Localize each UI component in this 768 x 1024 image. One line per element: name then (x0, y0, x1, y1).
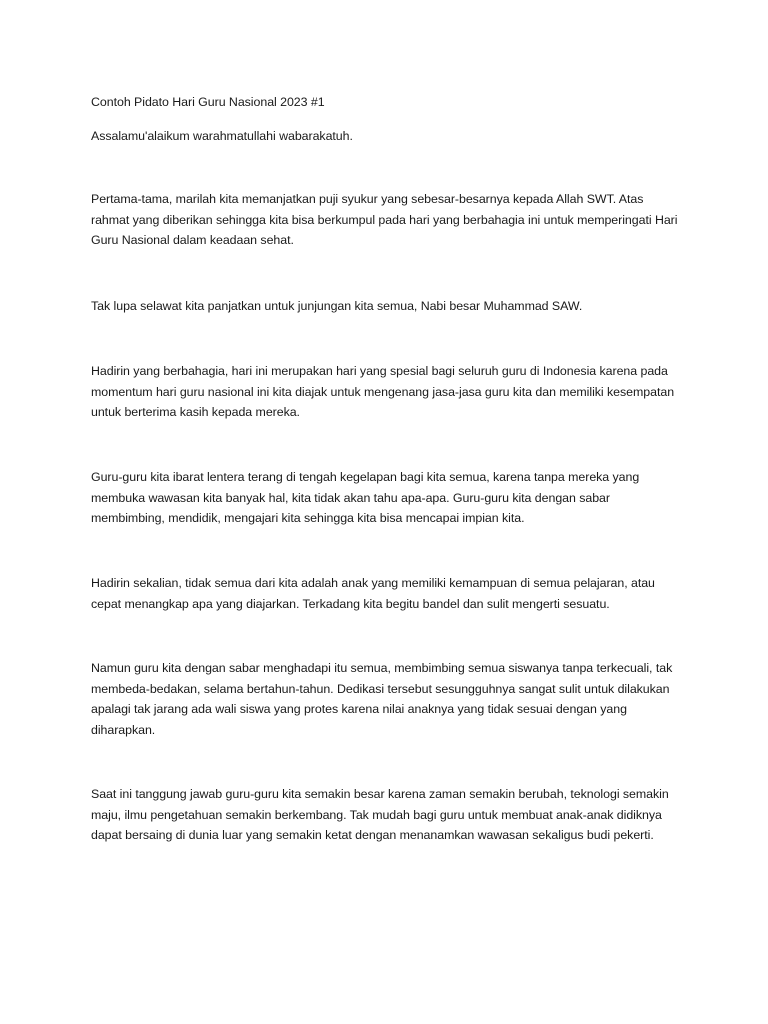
greeting: Assalamu'alaikum warahmatullahi wabarakatuh. (91, 129, 353, 143)
paragraph-tanggung-jawab: Saat ini tanggung jawab guru-guru kita semakin besar karena zaman semakin berubah, teknologi semakin maju, ilmu pengetahuan semakin berkembang. Tak mudah bagi guru untuk membuat anak-anak didiknya dapat bersaing di dunia luar yang semakin ketat dengan menanamkan wawasan sekaligus budi pekerti. (91, 787, 669, 843)
document-title: Contoh Pidato Hari Guru Nasional 2023 #1 (91, 95, 325, 109)
paragraph-kemampuan: Hadirin sekalian, tidak semua dari kita adalah anak yang memiliki kemampuan di semua pelajaran, atau cepat menangkap apa yang diajarkan. Terkadang kita begitu bandel dan sulit mengerti sesuatu. (91, 576, 655, 611)
paragraph-dedikasi: Namun guru kita dengan sabar menghadapi itu semua, membimbing semua siswanya tanpa terkecuali, tak membeda-bedakan, selama bertahun-tahun. Dedikasi tersebut sesungguhnya sangat sulit untuk dilakukan apalagi tak jarang ada wali siswa yang protes karena nilai anaknya yang tidak sesuai dengan yang diharapkan. (91, 661, 673, 737)
paragraph-opening: Pertama-tama, marilah kita memanjatkan puji syukur yang sebesar-besarnya kepada Allah SWT. Atas rahmat yang diberikan sehingga kita bisa berkumpul pada hari yang berbahagia ini untuk memperingati Hari Guru Nasional dalam keadaan sehat. (91, 192, 678, 248)
paragraph-lentera: Guru-guru kita ibarat lentera terang di tengah kegelapan bagi kita semua, karena tanpa mereka yang membuka wawasan kita banyak hal, kita tidak akan tahu apa-apa. Guru-guru kita dengan sabar membimbing, mendidik, mengajari kita sehingga kita bisa mencapai impian kita. (91, 470, 640, 526)
paragraph-hadirin: Hadirin yang berbahagia, hari ini merupakan hari yang spesial bagi seluruh guru di Indonesia karena pada momentum hari guru nasional ini kita diajak untuk mengenang jasa-jasa guru kita dan memiliki kesempatan untuk berterima kasih kepada mereka. (91, 364, 675, 420)
paragraph-selawat: Tak lupa selawat kita panjatkan untuk junjungan kita semua, Nabi besar Muhammad SAW. (91, 299, 583, 313)
